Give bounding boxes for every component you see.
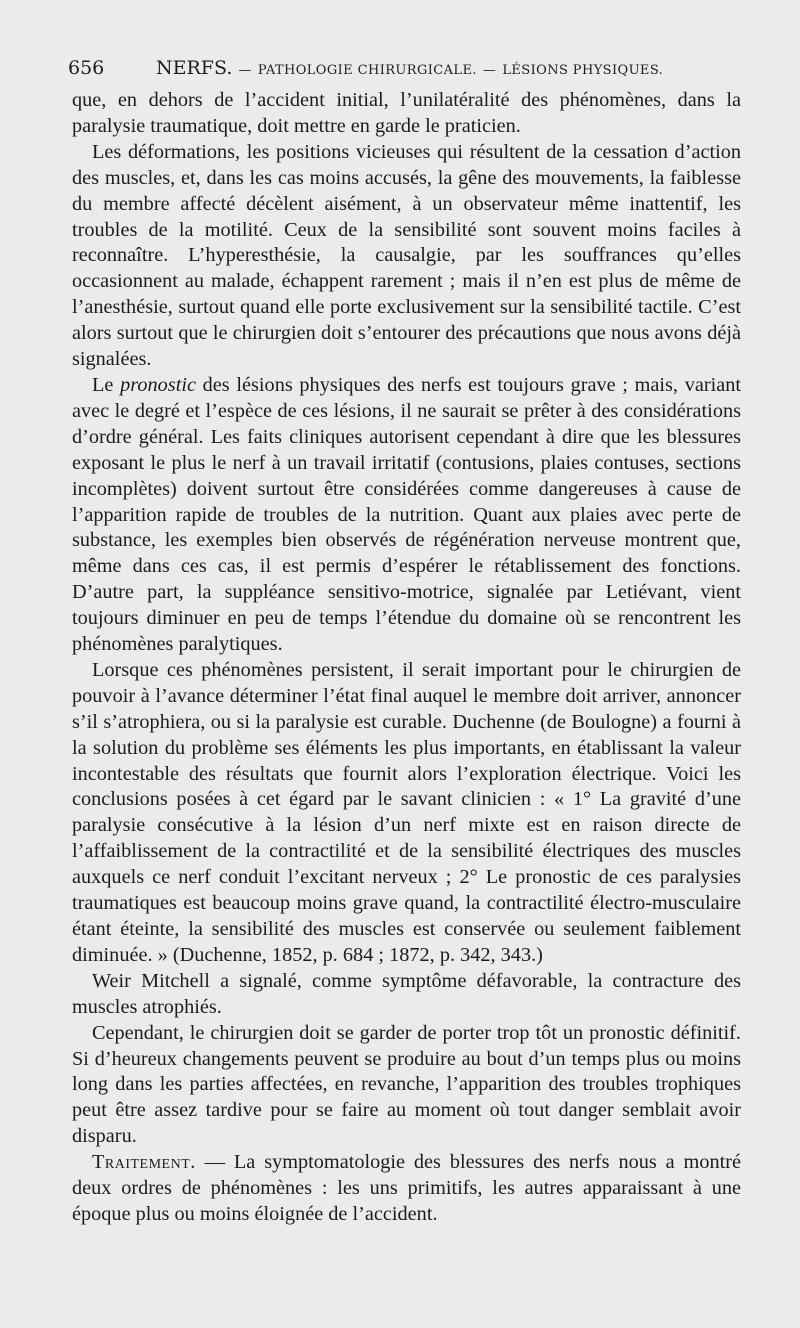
header-chapter: PATHOLOGIE CHIRURGICALE. [257,63,477,78]
paragraph-traitement [72,1150,741,1228]
paragraph-text: — La symptomatologie des blessures des nerfs nous a montré deux ordres de phénomènes : les uns primitifs, les autres apparaissant à une époque plus ou moins éloignée de l’accident. [72,1151,741,1225]
running-header [68,56,740,80]
header-subject: LÉSIONS PHYSIQUES. [502,63,664,78]
running-title [156,56,663,83]
paragraph-text: Cependant, le chirurgien doit se garder de porter trop tôt un pronostic définitif. Si d’heureux changements peuvent se produire au bout d’un temps plus ou moins long dans les parties affectées, en revanche, l’apparition des troubles trophiques peut être assez tardive pour se faire au moment où tout danger semblait avoir disparu. [72,1021,741,1148]
paragraph-symptoms [72,140,741,373]
header-section: NERFS. [156,57,233,79]
header-separator-2: — [482,63,497,78]
paragraph-text: Lorsque ces phénomènes persistent, il serait important pour le chirurgien de pouvoir à l’avance déterminer l’état final auquel le membre doit arriver, annoncer s’il s’atrophiera, ou si la paralysie est curable. Duchenne (de Boulogne) a fourni à la solution du problème ses éléments les plus importants, en établissant la valeur incontestable des résultats que fournit alors l’exploration électrique. Voici les conclusions posées à cet égard par le savant clinicien : « 1° La gravité d’une paralysie consécutive à la lésion d’un nerf mixte est en raison directe de l’affaiblissement de la contractilité et de la sensibilité électriques des muscles auxquels ce nerf conduit l’excitant nerveux ; 2° Le pronostic de ces paralysies traumatiques est beaucoup moins grave quand, la contractilité électro-musculaire étant éteinte, la sensibilité des muscles est conservée ou seulement faiblement diminuée. » (Duchenne, 1852, p. 684 ; 1872, p. 342, 343.) [72,658,741,966]
paragraph-lead: Le [92,373,121,396]
paragraph-text: Weir Mitchell a signalé, comme symptôme défavorable, la contracture des muscles atrophiés. [72,969,741,1018]
paragraph-weir-mitchell [72,969,741,1021]
paragraph-cependant [72,1021,741,1151]
page-number: 656 [68,57,105,79]
section-heading-inline: Traitement. [92,1151,196,1174]
body-text [72,88,741,1228]
paragraph-pronostic [72,373,741,658]
paragraph-text: que, en dehors de l’accident initial, l’unilatéralité des phénomènes, dans la paralysie traumatique, doit mettre en garde le praticien. [72,89,741,137]
header-separator-1: — [238,63,252,78]
paragraph-text: des lésions physiques des nerfs est toujours grave ; mais, variant avec le degré et l’espèce de ces lésions, il ne saurait se prêter à des considérations d’ordre général. Les faits cliniques autorisent cependant à dire que les blessures exposant le plus le nerf à un travail irritatif (contusions, plaies contuses, sections incomplètes) doivent surtout être considérées comme dangereuses à cause de l’apparition rapide de troubles de la nutrition. Quant aux plaies avec perte de substance, les exemples bien observés de régénération nerveuse montrent que, même dans ces cas, il est permis d’espérer le rétablissement des fonctions. D’autre part, la suppléance sensitivo-motrice, signalée par Letiévant, vient toujours diminuer en peu de temps l’étendue du domaine où se rencontrent les phénomènes paralytiques. [72,373,741,656]
italic-term: pronostic [120,373,196,396]
paragraph-text: Les déformations, les positions vicieuses qui résultent de la cessation d’action des muscles, et, dans les cas moins accusés, la gêne des mouvements, la faiblesse du membre affecté décèlent aisément, à un observateur même inattentif, les troubles de la motilité. Ceux de la sensibilité sont souvent moins faciles à reconnaître. L’hyperesthésie, la causalgie, par les souffrances qu’elles occasionnent au malade, échappent rarement ; mais il n’en est plus de même de l’anesthésie, surtout quand elle porte exclusivement sur la sensibilité tactile. C’est alors surtout que le chirurgien doit s’entourer des précautions que nous avons déjà signalées. [72,140,741,371]
paragraph-duchenne [72,658,741,969]
paragraph-continuation [72,88,741,140]
